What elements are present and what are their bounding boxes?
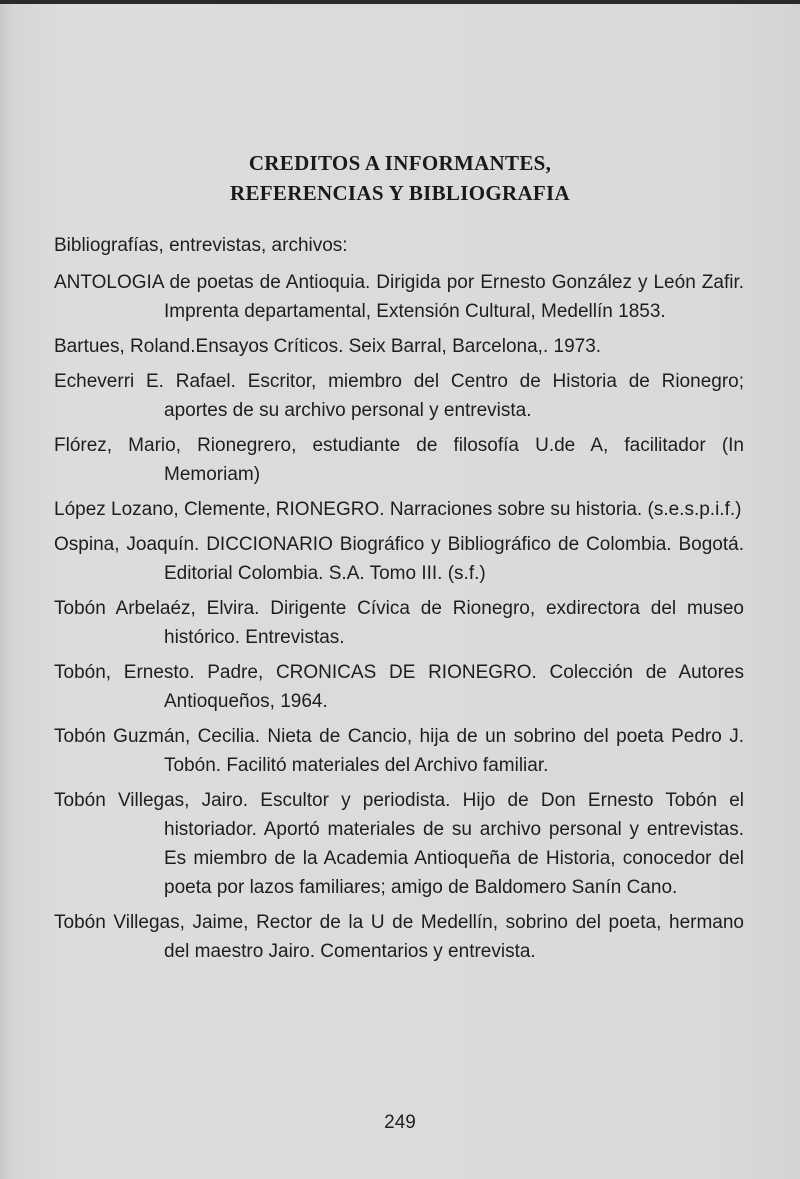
bibliography-entry: Ospina, Joaquín. DICCIONARIO Biográfico y Bibliográfico de Colombia. Bogotá. Editorial Colombia. S.A. Tomo III. (s.f.): [54, 534, 744, 584]
bibliography-list: [54, 268, 744, 966]
page-title-line-1: CREDITOS A INFORMANTES,: [248, 151, 552, 175]
bibliography-entry: Tobón Arbelaéz, Elvira. Dirigente Cívica de Rionegro, exdirectora del museo histórico. Entrevistas.: [54, 598, 744, 648]
bibliography-entry: Tobón Villegas, Jaime, Rector de la U de Medellín, sobrino del poeta, hermano del maestro Jairo. Comentarios y entrevista.: [54, 912, 744, 962]
page-number: 249: [384, 1112, 416, 1133]
bibliography-entry: López Lozano, Clemente, RIONEGRO. Narraciones sobre su historia. (s.e.s.p.i.f.): [54, 499, 742, 520]
bibliography-entry: Bartues, Roland.Ensayos Críticos. Seix Barral, Barcelona,. 1973.: [54, 336, 602, 357]
bibliography-entry: Tobón Villegas, Jairo. Escultor y periodista. Hijo de Don Ernesto Tobón el historiador. Aportó materiales de su archivo personal y entrevistas. Es miembro de la Academia Antioqueña de Historia, conocedor del poeta por lazos familiares; amigo de Baldomero Sanín Cano.: [54, 790, 744, 898]
bibliography-entry: Echeverri E. Rafael. Escritor, miembro del Centro de Historia de Rionegro; aportes de su archivo personal y entrevista.: [54, 371, 744, 421]
page-title-line-2: REFERENCIAS Y BIBLIOGRAFIA: [230, 181, 570, 205]
section-intro: Bibliografías, entrevistas, archivos:: [54, 235, 348, 256]
page-top-edge: [0, 0, 800, 4]
bibliography-entry: Flórez, Mario, Rionegrero, estudiante de filosofía U.de A, facilitador (In Memoriam): [54, 435, 744, 485]
bibliography-entry: ANTOLOGIA de poetas de Antioquia. Dirigida por Ernesto González y León Zafir. Imprenta departamental, Extensión Cultural, Medellín 1853.: [54, 272, 744, 322]
bibliography-entry: Tobón Guzmán, Cecilia. Nieta de Cancio, hija de un sobrino del poeta Pedro J. Tobón. Facilitó materiales del Archivo familiar.: [54, 726, 744, 776]
page-title: [0, 148, 800, 208]
bibliography-entry: Tobón, Ernesto. Padre, CRONICAS DE RIONEGRO. Colección de Autores Antioqueños, 1964.: [54, 662, 744, 712]
